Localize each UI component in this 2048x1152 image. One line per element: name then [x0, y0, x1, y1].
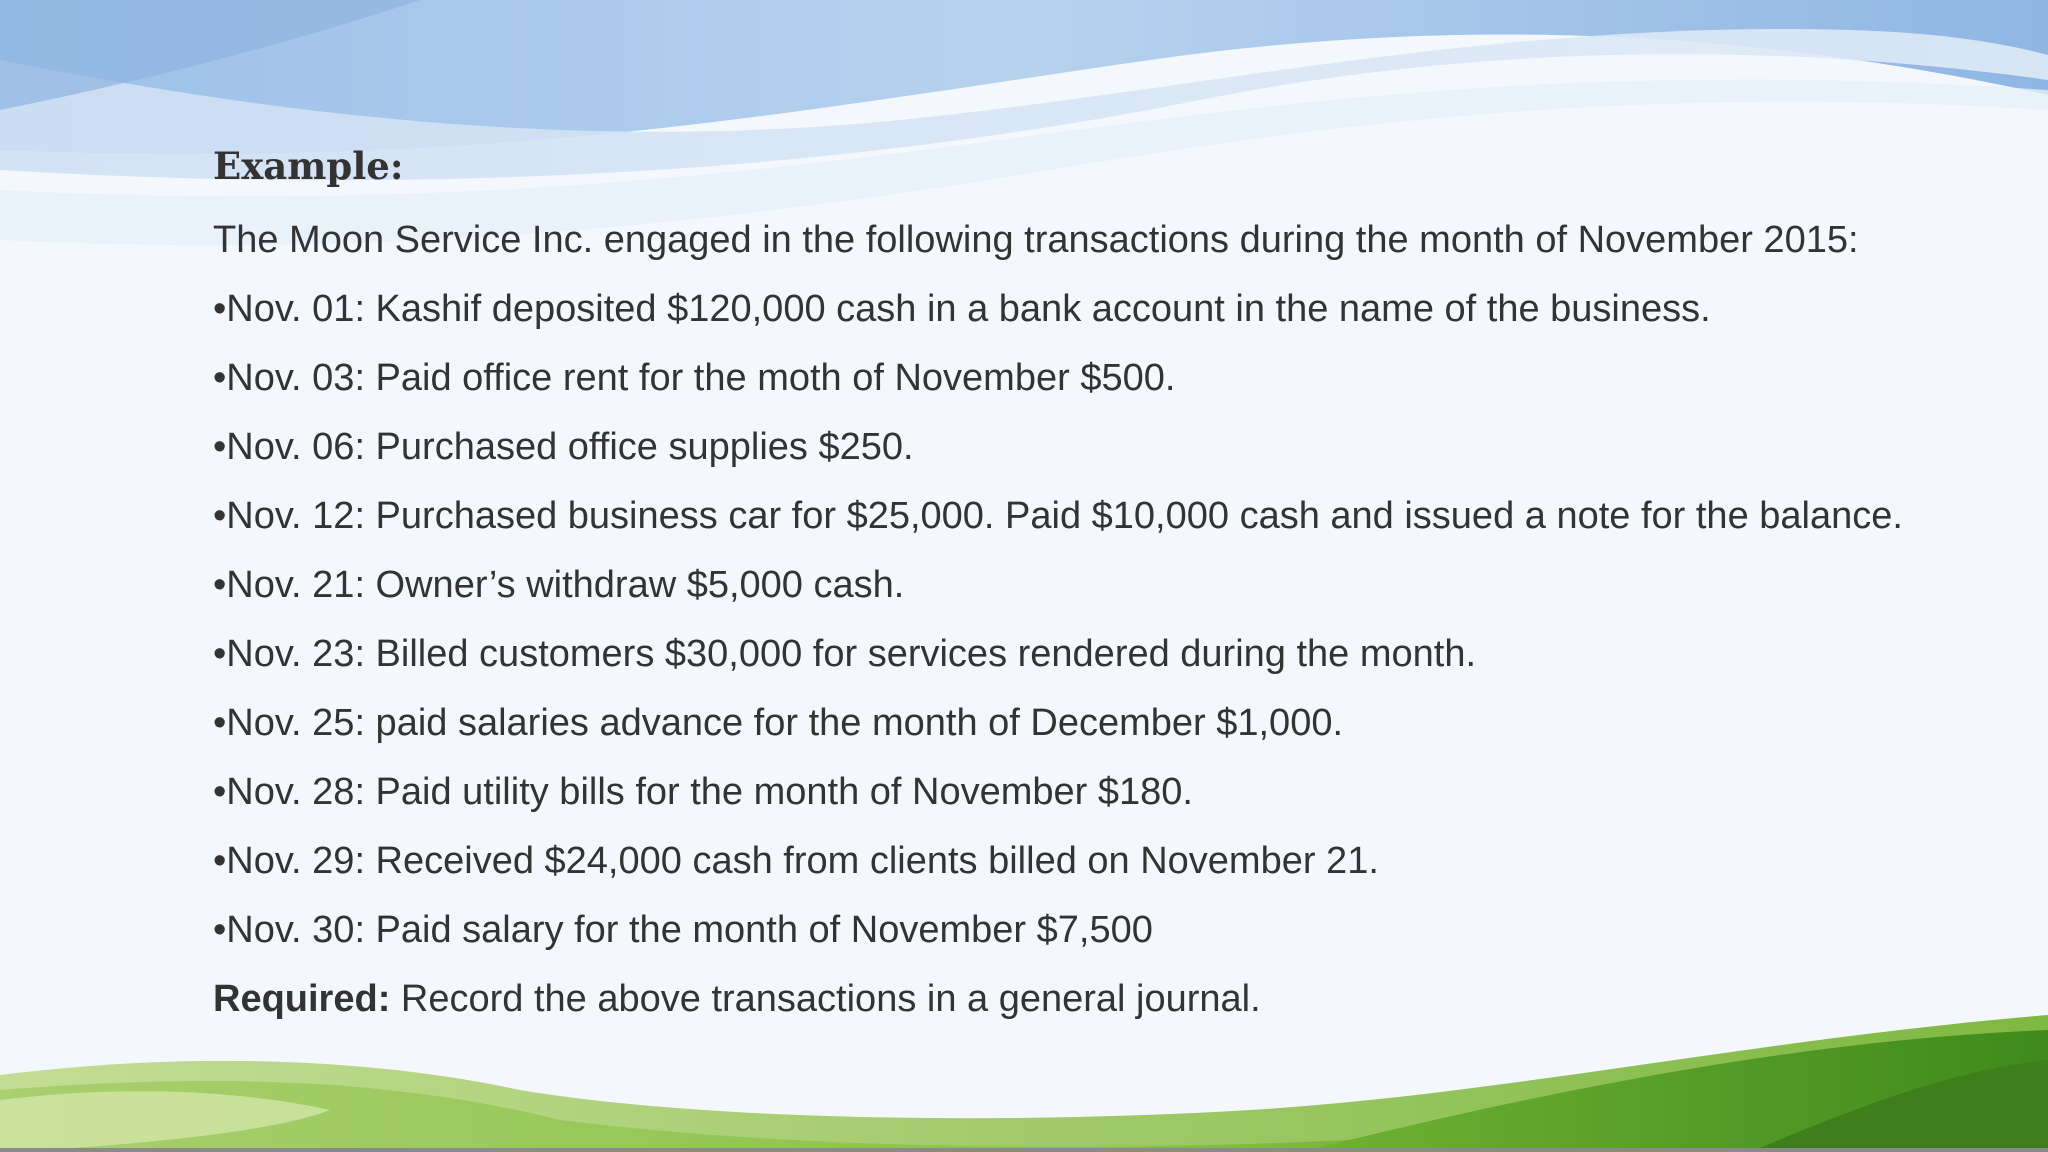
required-label: Required: [213, 978, 391, 1020]
required-text: Record the above transactions in a general journal. [390, 978, 1261, 1020]
transaction-item: •Nov. 23: Billed customers $30,000 for services rendered during the month. [213, 633, 1477, 675]
slide-content [213, 138, 2013, 1034]
transaction-item: •Nov. 01: Kashif deposited $120,000 cash in a bank account in the name of the business. [213, 288, 1711, 330]
transaction-item: •Nov. 03: Paid office rent for the moth of November $500. [213, 357, 1176, 399]
slide-heading: Example: [213, 144, 404, 188]
required-line [213, 965, 2013, 1034]
transaction-item: •Nov. 28: Paid utility bills for the month of November $180. [213, 771, 1193, 813]
intro-text: The Moon Service Inc. engaged in the following transactions during the month of November 2015: [213, 219, 1859, 261]
transaction-item: •Nov. 29: Received $24,000 cash from clients billed on November 21. [213, 840, 1379, 882]
transaction-item: •Nov. 30: Paid salary for the month of November $7,500 [213, 909, 1153, 951]
transaction-item: •Nov. 12: Purchased business car for $25,000. Paid $10,000 cash and issued a note for the balance. [213, 495, 1903, 537]
transaction-item: •Nov. 21: Owner’s withdraw $5,000 cash. [213, 564, 905, 606]
transaction-item: •Nov. 06: Purchased office supplies $250. [213, 426, 914, 468]
bottom-rule [0, 1148, 2048, 1152]
transaction-item: •Nov. 25: paid salaries advance for the month of December $1,000. [213, 702, 1344, 744]
